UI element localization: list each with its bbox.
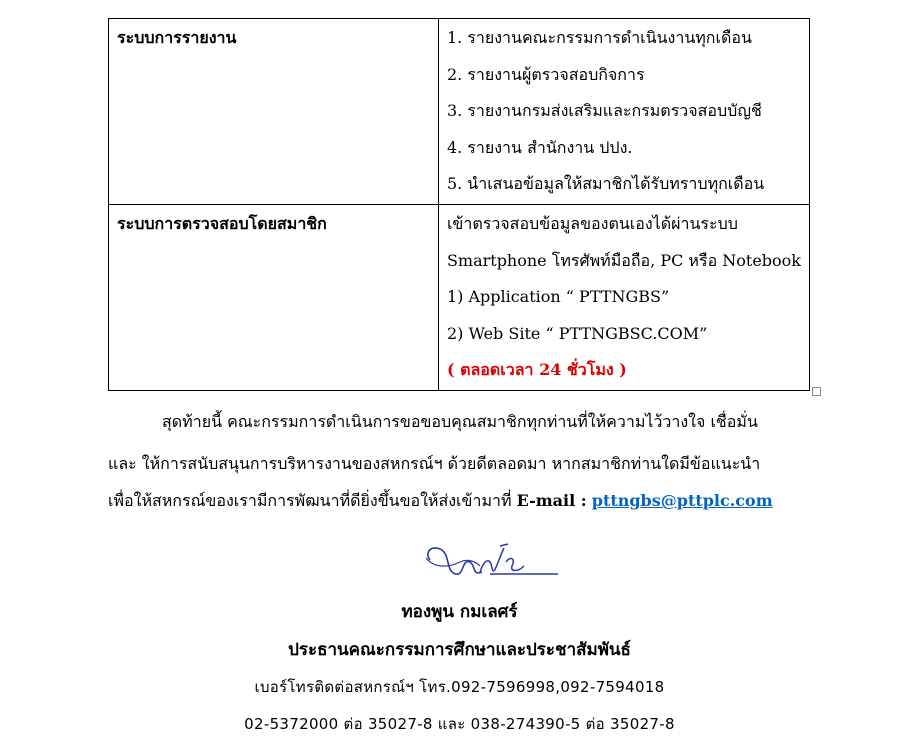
row-header-label: ระบบการรายงาน <box>117 28 237 47</box>
list-item: 1) Application “ PTTNGBS” <box>446 287 670 306</box>
list-item: 5. นำเสนอข้อมูลให้สมาชิกได้รับทราบทุกเดือน <box>446 174 765 193</box>
list-item: 4. รายงาน สำนักงาน ปปง. <box>446 137 633 157</box>
info-table <box>108 18 810 391</box>
email-label: E-mail : <box>516 491 587 510</box>
signature-image <box>420 538 565 588</box>
row-content-reporting <box>438 19 809 205</box>
list-item: 2) Web Site “ PTTNGBSC.COM” <box>446 323 708 343</box>
table-row <box>109 19 810 205</box>
email-link[interactable]: pttngbs@pttplc.com <box>591 491 773 510</box>
closing-line-2: และ ให้การสนับสนุนการบริหารงานของสหกรณ์ฯ ด้วยดีตลอดมา หากสมาชิกท่านใดมีข้อแนะนำ <box>108 454 761 473</box>
row-header-label: ระบบการตรวจสอบโดยสมาชิก <box>117 214 327 233</box>
list-item: Smartphone โทรศัพท์มือถือ, PC หรือ Notebook <box>446 250 801 270</box>
list-item: เข้าตรวจสอบข้อมูลของตนเองได้ผ่านระบบ <box>446 214 738 233</box>
availability-note: ( ตลอดเวลา 24 ชั่วโมง ) <box>446 360 627 379</box>
row-content-member-audit <box>438 205 809 391</box>
row-header-reporting <box>109 19 439 205</box>
signatory-name: ทองพูน กมเลศร์ <box>401 602 518 622</box>
closing-line-3 <box>108 489 814 514</box>
list-item: 2. รายงานผู้ตรวจสอบกิจการ <box>446 64 645 84</box>
contact-extensions: 02-5372000 ต่อ 35027-8 และ 038-274390-5 ต่อ 35027-8 <box>244 715 675 733</box>
closing-line-3-text: เพื่อให้สหกรณ์ของเรามีการพัฒนาที่ดียิ่งขึ้นขอให้ส่งเข้ามาที่ <box>108 491 512 510</box>
list-item: 3. รายงานกรมส่งเสริมและกรมตรวจสอบบัญชี <box>446 101 762 120</box>
table-resize-handle[interactable] <box>812 387 821 396</box>
closing-line-1: สุดท้ายนี้ คณะกรรมการดำเนินการขอขอบคุณสมาชิกทุกท่านที่ให้ความไว้วางใจ เชื่อมั่น <box>162 412 758 431</box>
signatory-title: ประธานคณะกรรมการศึกษาและประชาสัมพันธ์ <box>288 640 631 660</box>
list-item: 1. รายงานคณะกรรมการดำเนินงานทุกเดือน <box>446 28 752 47</box>
table-row <box>109 205 810 391</box>
row-header-member-audit <box>109 205 439 391</box>
contact-phones: เบอร์โทรติดต่อสหกรณ์ฯ โทร.092-7596998,092-7594018 <box>254 678 665 696</box>
